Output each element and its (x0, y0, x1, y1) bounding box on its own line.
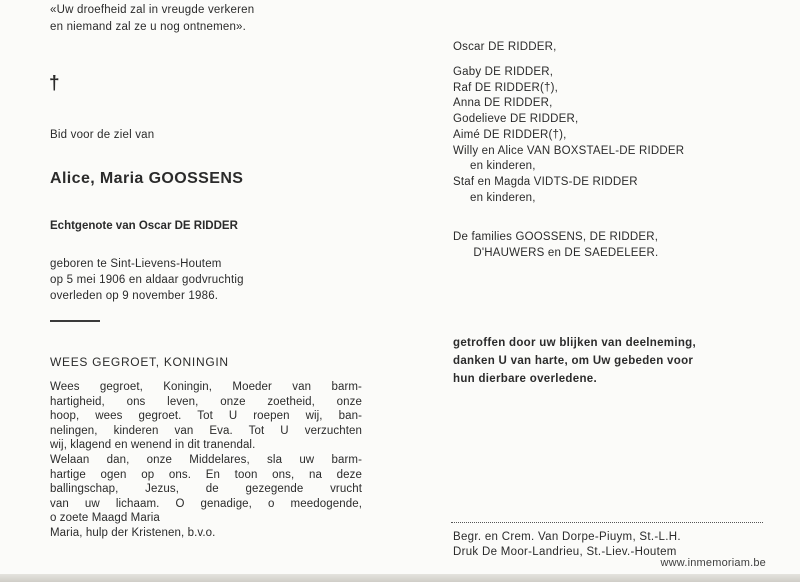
card-edge (0, 574, 800, 582)
child-entry: Aimé DE RIDDER(†), (453, 128, 567, 141)
prayer-text (50, 380, 362, 541)
prayer-line: wij, klagend en wenend in dit tranendal. (50, 439, 256, 452)
families-line: D'HAUWERS en DE SAEDELEER. (453, 247, 659, 259)
child-entry: Raf DE RIDDER(†), (453, 81, 558, 94)
spouse-line: Echtgenote van Oscar DE RIDDER (50, 220, 238, 232)
quote-line-1: «Uw droefheid zal in vreugde verkeren (50, 4, 255, 16)
birth-death-block (50, 256, 244, 304)
child-entry: en kinderen, (453, 191, 536, 204)
thanks-text (453, 334, 696, 388)
family-head: Oscar DE RIDDER, (453, 41, 557, 53)
prayer-title: WEES GEGROET, KONINGIN (50, 355, 229, 369)
dotted-divider (451, 522, 763, 523)
child-entry: Willy en Alice VAN BOXSTAEL-DE RIDDER (453, 144, 685, 157)
thanks-line: hun dierbare overledene. (453, 373, 597, 385)
cross-icon: † (49, 73, 60, 94)
prayer-line: hoop, wees gegroet. Tot U roepen wij, ban- (50, 410, 362, 423)
thanks-line: getroffen door uw blijken van deelneming, (453, 337, 696, 349)
divider-rule (50, 320, 100, 322)
prayer-line: Welaan dan, onze Middelares, sla uw barm- (50, 453, 362, 466)
families-line: De families GOOSSENS, DE RIDDER, (453, 231, 659, 243)
print-shop-line: Druk De Moor-Landrieu, St.-Liev.-Houtem (453, 546, 677, 558)
prayer-line: nelingen, kinderen van Eva. Tot U verzuchten (50, 424, 362, 437)
child-entry: Gaby DE RIDDER, (453, 66, 554, 78)
piety-line: op 5 mei 1906 en aldaar godvruchtig (50, 274, 244, 286)
families-list (453, 229, 658, 261)
quote-line-2: en niemand zal ze u nog ontnemen». (50, 21, 247, 33)
printer-info (453, 530, 681, 560)
intro-text: Bid voor de ziel van (50, 129, 155, 141)
deceased-name: Alice, Maria GOOSSENS (50, 170, 244, 187)
birth-line: geboren te Sint-Lievens-Houtem (50, 258, 222, 270)
child-entry: Staf en Magda VIDTS-DE RIDDER (453, 175, 638, 188)
death-line: overleden op 9 november 1986. (50, 290, 219, 302)
prayer-line: hartigheid, ons leven, onze zoetheid, onze (50, 395, 362, 408)
prayer-line: Maria, hulp der Kristenen, b.v.o. (50, 526, 216, 539)
child-entry: en kinderen, (453, 160, 536, 173)
thanks-line: danken U van harte, om Uw gebeden voor (453, 355, 694, 367)
children-list (453, 65, 684, 206)
prayer-line: hartige ogen op ons. En toon ons, na deze (50, 468, 362, 481)
child-entry: Anna DE RIDDER, (453, 97, 553, 110)
funeral-director-line: Begr. en Crem. Van Dorpe-Piuym, St.-L.H. (453, 531, 681, 543)
prayer-line: ballingschap, Jezus, de gezegende vrucht (50, 483, 362, 496)
watermark: www.inmemoriam.be (660, 557, 766, 569)
prayer-line: van uw lichaam. O genadige, o meedogende, (50, 497, 362, 510)
prayer-line: o zoete Maagd Maria (50, 512, 160, 525)
child-entry: Godelieve DE RIDDER, (453, 113, 579, 126)
prayer-line: Wees gegroet, Koningin, Moeder van barm- (50, 381, 362, 393)
